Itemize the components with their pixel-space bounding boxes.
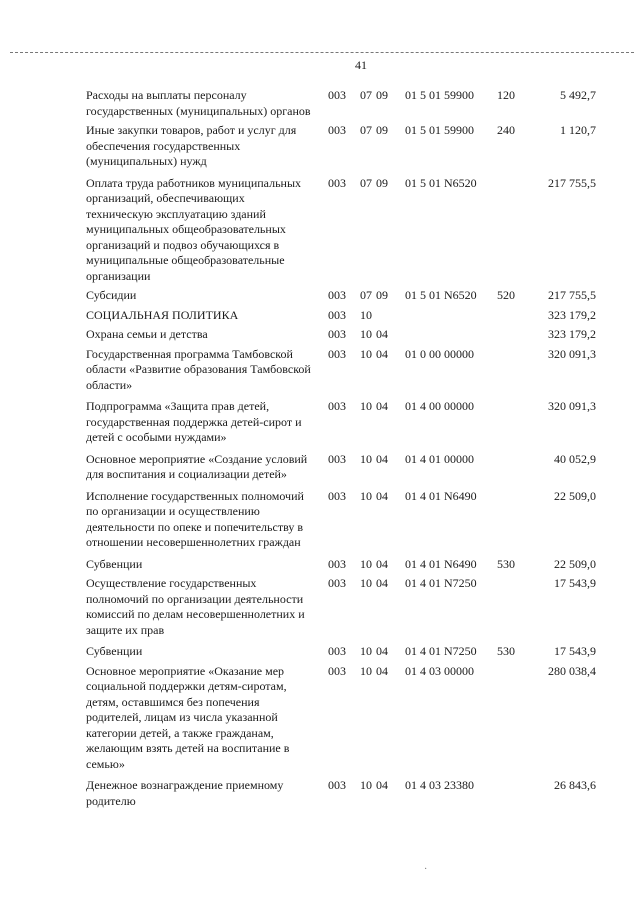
row-section: 07 — [360, 123, 372, 137]
row-subsection: 04 — [376, 576, 388, 590]
row-name: СОЦИАЛЬНАЯ ПОЛИТИКА — [86, 307, 239, 322]
page-cut-line — [10, 52, 634, 53]
row-subsection: 04 — [376, 778, 388, 792]
row-subsection: 04 — [376, 346, 388, 361]
row-section: 10 — [360, 327, 372, 341]
row-code: 003 — [328, 123, 346, 137]
row-subsection: 09 — [376, 88, 388, 102]
row-program: 01 5 01 N6520 — [405, 288, 477, 302]
row-expense-type: 530 — [497, 556, 515, 571]
table-row — [0, 452, 640, 483]
row-name: Субсидии — [86, 288, 137, 302]
row-expense-type: 530 — [497, 644, 515, 658]
table-row — [0, 489, 640, 551]
row-subsection: 04 — [376, 451, 388, 466]
row-name: Подпрограмма «Защита прав детей, государственная поддержка детей-сирот и детей с особыми нуждами» — [86, 399, 302, 444]
row-section: 10 — [360, 556, 372, 571]
row-section: 10 — [360, 488, 372, 503]
row-section: 07 — [360, 175, 372, 190]
row-name: Основное мероприятие «Оказание мер социальной поддержки детям-сиротам, детям, оставшимся без попечения родителей, лицам из числа указанной категории детей, а также гражданам, желающим взять детей на воспитание в семью» — [86, 663, 290, 771]
row-amount: 323 179,2 — [548, 327, 596, 341]
row-amount: 1 120,7 — [560, 123, 596, 137]
row-name: Расходы на выплаты персоналу государственных (муниципальных) органов — [86, 88, 311, 118]
row-program: 01 5 01 59900 — [405, 88, 474, 102]
row-section: 10 — [360, 778, 372, 792]
table-row-section-heading — [0, 308, 640, 324]
row-section: 10 — [360, 307, 372, 322]
row-program: 01 4 01 N7250 — [405, 576, 477, 590]
row-section: 10 — [360, 399, 372, 413]
row-code: 003 — [328, 451, 346, 466]
row-amount: 17 543,9 — [554, 644, 596, 658]
row-program: 01 0 00 00000 — [405, 346, 474, 361]
row-name: Основное мероприятие «Создание условий для воспитания и социализации детей» — [86, 451, 308, 481]
row-code: 003 — [328, 556, 346, 571]
row-name: Оплата труда работников муниципальных организаций, обеспечивающих техническую эксплуатацию зданий муниципальных общеобразовательных организаций и подвоз обучающихся в муниципальные общеобразовательные организации — [86, 175, 302, 283]
row-code: 003 — [328, 346, 346, 361]
row-subsection: 04 — [376, 488, 388, 503]
row-subsection: 09 — [376, 288, 388, 302]
row-amount: 320 091,3 — [548, 399, 596, 413]
row-code: 003 — [328, 778, 346, 792]
table-row — [0, 557, 640, 573]
row-name: Денежное вознаграждение приемному родителю — [86, 778, 284, 808]
row-section: 07 — [360, 288, 372, 302]
row-section: 10 — [360, 346, 372, 361]
row-section: 10 — [360, 663, 372, 678]
row-name: Исполнение государственных полномочий по организации и осуществлению деятельности по опеке и попечительству в отношении несовершеннолетних граждан — [86, 488, 304, 549]
table-row — [0, 88, 640, 119]
row-program: 01 4 03 00000 — [405, 663, 474, 678]
table-row — [0, 347, 640, 394]
row-section: 10 — [360, 576, 372, 590]
row-subsection: 09 — [376, 175, 388, 190]
row-program: 01 4 03 23380 — [405, 778, 474, 792]
row-program: 01 4 01 N6490 — [405, 556, 477, 571]
row-amount: 320 091,3 — [548, 346, 596, 361]
row-subsection: 04 — [376, 663, 388, 678]
row-name: Государственная программа Тамбовской области «Развитие образования Тамбовской области» — [86, 346, 311, 392]
row-amount: 323 179,2 — [548, 307, 596, 322]
row-subsection: 04 — [376, 327, 388, 341]
row-section: 10 — [360, 644, 372, 658]
row-code: 003 — [328, 576, 346, 590]
row-program: 01 4 00 00000 — [405, 399, 474, 413]
row-code: 003 — [328, 663, 346, 678]
table-row — [0, 576, 640, 638]
row-program: 01 4 01 00000 — [405, 451, 474, 466]
row-code: 003 — [328, 644, 346, 658]
row-name: Субвенции — [86, 556, 143, 571]
scan-speck: · — [424, 864, 428, 875]
row-subsection: 04 — [376, 399, 388, 413]
row-amount: 17 543,9 — [554, 576, 596, 590]
table-row — [0, 778, 640, 809]
row-program: 01 4 01 N7250 — [405, 644, 477, 658]
row-subsection: 04 — [376, 644, 388, 658]
row-program: 01 5 01 N6520 — [405, 175, 477, 190]
row-subsection: 04 — [376, 556, 388, 571]
row-expense-type: 120 — [497, 88, 515, 102]
row-code: 003 — [328, 307, 346, 322]
row-code: 003 — [328, 399, 346, 413]
table-row — [0, 288, 640, 304]
row-amount: 217 755,5 — [548, 175, 596, 190]
table-row — [0, 176, 640, 285]
page-number: 41 — [355, 58, 367, 72]
row-code: 003 — [328, 88, 346, 102]
row-subsection: 09 — [376, 123, 388, 137]
row-code: 003 — [328, 327, 346, 341]
row-expense-type: 240 — [497, 123, 515, 137]
row-name: Субвенции — [86, 644, 143, 658]
row-amount: 22 509,0 — [554, 556, 596, 571]
table-row — [0, 123, 640, 170]
table-row — [0, 644, 640, 660]
row-code: 003 — [328, 175, 346, 190]
row-name: Осуществление государственных полномочий по организации деятельности комиссий по делам несовершеннолетних и защите их прав — [86, 576, 305, 637]
budget-table — [0, 88, 640, 809]
row-amount: 5 492,7 — [560, 88, 596, 102]
table-row — [0, 664, 640, 773]
row-program: 01 5 01 59900 — [405, 123, 474, 137]
table-row — [0, 327, 640, 343]
row-amount: 40 052,9 — [554, 451, 596, 466]
row-amount: 217 755,5 — [548, 288, 596, 302]
row-code: 003 — [328, 488, 346, 503]
row-section: 10 — [360, 451, 372, 466]
row-name: Иные закупки товаров, работ и услуг для обеспечения государственных (муниципальных) нужд — [86, 123, 297, 168]
row-amount: 280 038,4 — [548, 663, 596, 678]
row-expense-type: 520 — [497, 288, 515, 302]
row-code: 003 — [328, 288, 346, 302]
row-name: Охрана семьи и детства — [86, 327, 208, 341]
row-program: 01 4 01 N6490 — [405, 488, 477, 503]
row-amount: 26 843,6 — [554, 778, 596, 792]
table-row — [0, 399, 640, 446]
row-section: 07 — [360, 88, 372, 102]
row-amount: 22 509,0 — [554, 488, 596, 503]
